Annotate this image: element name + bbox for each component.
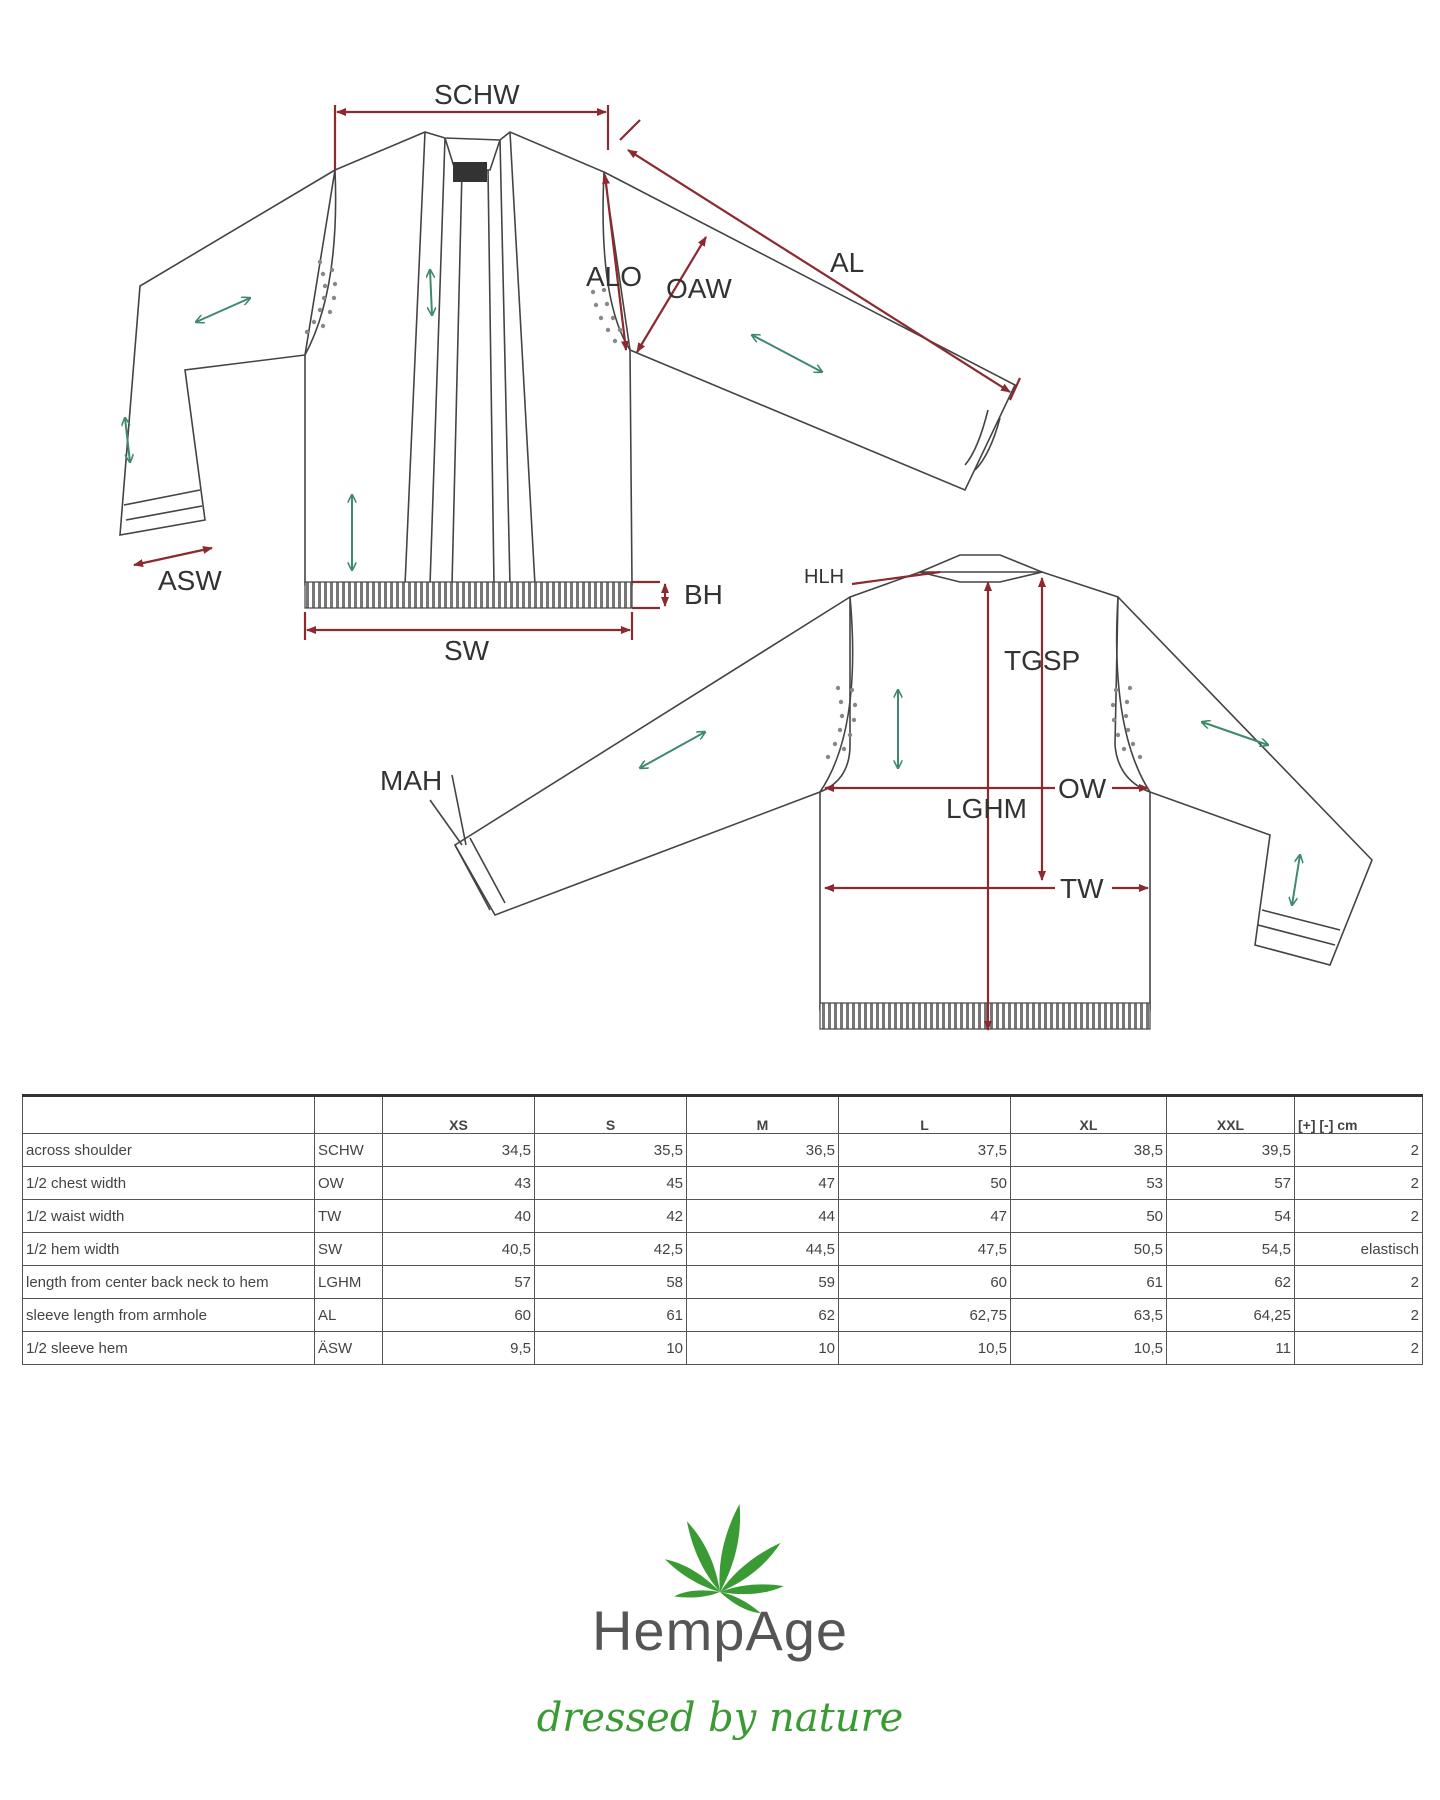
table-row xyxy=(23,1233,1423,1266)
tolerance-cell: 2 xyxy=(1295,1332,1423,1365)
size-column-header xyxy=(315,1096,383,1134)
table-row xyxy=(23,1167,1423,1200)
size-column-header xyxy=(23,1096,315,1134)
mah-label: MAH xyxy=(380,765,443,796)
front-hem-rib xyxy=(305,582,632,608)
size-value-cell: 35,5 xyxy=(535,1134,687,1167)
size-table-body xyxy=(23,1134,1423,1365)
size-value-cell: 47,5 xyxy=(839,1233,1011,1266)
size-column-header: XS xyxy=(383,1096,535,1134)
size-value-cell: 63,5 xyxy=(1011,1299,1167,1332)
measure-code-cell: LGHM xyxy=(315,1266,383,1299)
tolerance-cell: 2 xyxy=(1295,1299,1423,1332)
table-row xyxy=(23,1266,1423,1299)
brand-name: HempAge xyxy=(591,1599,849,1662)
table-row xyxy=(23,1332,1423,1365)
size-column-header: XXL xyxy=(1167,1096,1295,1134)
size-value-cell: 58 xyxy=(535,1266,687,1299)
measure-label-cell: sleeve length from armhole xyxy=(23,1299,315,1332)
front-view xyxy=(120,79,1020,666)
back-seam-dots-left xyxy=(826,686,857,759)
lghm-label: LGHM xyxy=(946,793,1027,824)
size-value-cell: 60 xyxy=(383,1299,535,1332)
size-column-header: [+] [-] cm xyxy=(1295,1096,1423,1134)
tolerance-cell: 2 xyxy=(1295,1266,1423,1299)
size-value-cell: 60 xyxy=(839,1266,1011,1299)
size-value-cell: 50,5 xyxy=(1011,1233,1167,1266)
schw-label: SCHW xyxy=(434,79,520,110)
hlh-measure-line xyxy=(852,572,940,584)
size-value-cell: 44,5 xyxy=(687,1233,839,1266)
size-value-cell: 34,5 xyxy=(383,1134,535,1167)
size-value-cell: 53 xyxy=(1011,1167,1167,1200)
size-value-cell: 50 xyxy=(839,1167,1011,1200)
front-seam-dots-right xyxy=(591,288,622,343)
size-value-cell: 61 xyxy=(535,1299,687,1332)
sw-label: SW xyxy=(444,635,490,666)
grain-arrow xyxy=(1202,722,1268,745)
size-value-cell: 40,5 xyxy=(383,1233,535,1266)
size-value-cell: 36,5 xyxy=(687,1134,839,1167)
size-value-cell: 62 xyxy=(1167,1266,1295,1299)
size-value-cell: 54 xyxy=(1167,1200,1295,1233)
size-value-cell: 62 xyxy=(687,1299,839,1332)
grain-arrow xyxy=(640,732,705,768)
measure-label-cell: 1/2 chest width xyxy=(23,1167,315,1200)
size-value-cell: 47 xyxy=(687,1167,839,1200)
measure-label-cell: 1/2 sleeve hem xyxy=(23,1332,315,1365)
size-value-cell: 62,75 xyxy=(839,1299,1011,1332)
size-value-cell: 42,5 xyxy=(535,1233,687,1266)
size-value-cell: 10 xyxy=(687,1332,839,1365)
size-value-cell: 37,5 xyxy=(839,1134,1011,1167)
asw-label: ASW xyxy=(158,565,222,596)
measure-label-cell: length from center back neck to hem xyxy=(23,1266,315,1299)
back-hem-rib xyxy=(820,1003,1150,1029)
table-row xyxy=(23,1299,1423,1332)
size-value-cell: 10 xyxy=(535,1332,687,1365)
grain-arrow xyxy=(1292,855,1300,905)
size-value-cell: 40 xyxy=(383,1200,535,1233)
al-label: AL xyxy=(830,247,865,278)
size-column-header: S xyxy=(535,1096,687,1134)
size-value-cell: 57 xyxy=(1167,1167,1295,1200)
size-table-container xyxy=(22,1094,1422,1365)
size-value-cell: 39,5 xyxy=(1167,1134,1295,1167)
asw-measure-line xyxy=(134,548,212,565)
table-row xyxy=(23,1200,1423,1233)
grain-arrow xyxy=(752,335,822,372)
size-value-cell: 9,5 xyxy=(383,1332,535,1365)
size-value-cell: 64,25 xyxy=(1167,1299,1295,1332)
measure-code-cell: SW xyxy=(315,1233,383,1266)
size-value-cell: 57 xyxy=(383,1266,535,1299)
size-value-cell: 11 xyxy=(1167,1332,1295,1365)
size-column-header: XL xyxy=(1011,1096,1167,1134)
measure-code-cell: ÄSW xyxy=(315,1332,383,1365)
size-value-cell: 61 xyxy=(1011,1266,1167,1299)
size-value-cell: 44 xyxy=(687,1200,839,1233)
size-value-cell: 10,5 xyxy=(839,1332,1011,1365)
size-value-cell: 38,5 xyxy=(1011,1134,1167,1167)
tolerance-cell: 2 xyxy=(1295,1134,1423,1167)
size-table-header-row xyxy=(23,1096,1423,1134)
brand-slogan: dressed by nature xyxy=(536,1695,904,1741)
hlh-label: HLH xyxy=(804,566,845,588)
tw-label: TW xyxy=(1060,873,1104,904)
size-value-cell: 59 xyxy=(687,1266,839,1299)
tolerance-cell: 2 xyxy=(1295,1200,1423,1233)
tgsp-label: TGSP xyxy=(1004,645,1081,676)
back-view xyxy=(380,555,1372,1030)
size-value-cell: 54,5 xyxy=(1167,1233,1295,1266)
measure-code-cell: OW xyxy=(315,1167,383,1200)
measure-code-cell: AL xyxy=(315,1299,383,1332)
grain-arrow xyxy=(430,270,432,315)
oaw-label: OAW xyxy=(666,273,732,304)
tolerance-cell: elastisch xyxy=(1295,1233,1423,1266)
size-value-cell: 50 xyxy=(1011,1200,1167,1233)
size-value-cell: 10,5 xyxy=(1011,1332,1167,1365)
bh-label: BH xyxy=(684,579,723,610)
size-column-header: L xyxy=(839,1096,1011,1134)
ow-label: OW xyxy=(1058,773,1107,804)
size-value-cell: 42 xyxy=(535,1200,687,1233)
measure-label-cell: 1/2 hem width xyxy=(23,1233,315,1266)
grain-arrow xyxy=(196,298,250,322)
size-column-header: M xyxy=(687,1096,839,1134)
measure-label-cell: across shoulder xyxy=(23,1134,315,1167)
alo-label: ALO xyxy=(586,261,643,292)
measure-code-cell: SCHW xyxy=(315,1134,383,1167)
measure-label-cell: 1/2 waist width xyxy=(23,1200,315,1233)
size-value-cell: 47 xyxy=(839,1200,1011,1233)
measure-code-cell: TW xyxy=(315,1200,383,1233)
table-row xyxy=(23,1134,1423,1167)
size-table xyxy=(22,1094,1423,1365)
size-value-cell: 43 xyxy=(383,1167,535,1200)
size-value-cell: 45 xyxy=(535,1167,687,1200)
tolerance-cell: 2 xyxy=(1295,1167,1423,1200)
